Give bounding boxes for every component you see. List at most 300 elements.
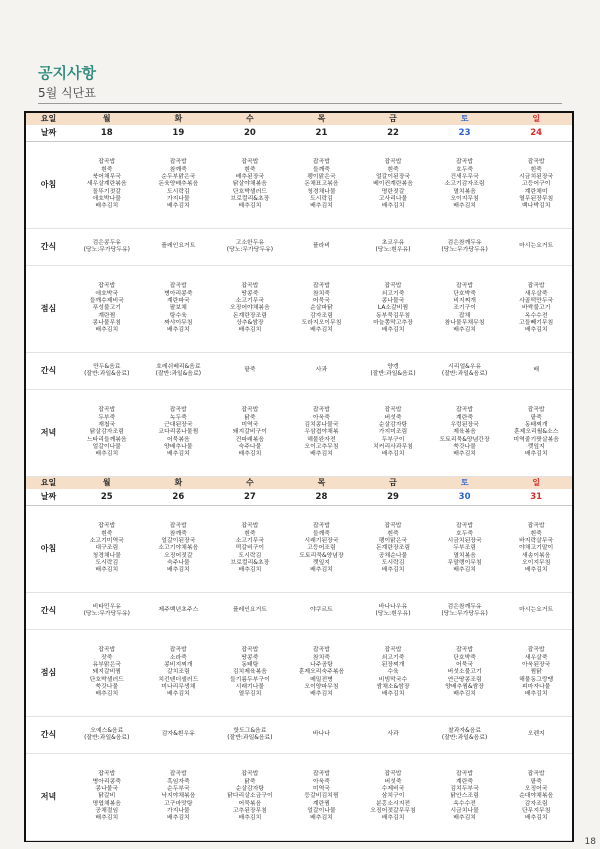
menu-item: 고등어구이	[521, 181, 551, 188]
menu-item: 배추김치	[524, 691, 548, 698]
date-label: 날짜	[26, 125, 71, 142]
menu-item: 잡곡밥	[527, 523, 545, 530]
menu-cell	[214, 266, 286, 353]
meal-row	[26, 754, 572, 841]
menu-item: 미나리무생채	[161, 683, 196, 690]
menu-item: 배추김치	[310, 327, 333, 334]
menu-item: 호두죽	[456, 530, 474, 537]
menu-item: 잡곡밥	[312, 523, 330, 530]
date-row	[26, 489, 572, 506]
menu-item: 수육	[387, 669, 399, 676]
menu-item: 배	[533, 367, 540, 374]
menu-item: 수제비국	[381, 786, 405, 793]
menu-item: 단호박죽	[453, 654, 476, 661]
menu-item: 아욱죽	[312, 414, 330, 421]
menu-item: 순두부국	[166, 786, 190, 793]
page-number: 18	[584, 837, 596, 847]
menu-item: 잡곡밥	[98, 407, 116, 414]
menu-cell	[143, 754, 215, 841]
date-cell: 21	[286, 125, 358, 142]
menu-cell	[500, 229, 572, 266]
menu-item: 건새우무국	[450, 174, 479, 181]
date-cell: 26	[143, 489, 215, 506]
page-title: 공지사항	[38, 64, 96, 82]
menu-cell	[71, 593, 143, 630]
menu-item: 팥죽	[530, 414, 542, 421]
menu-item: 초코우유	[381, 239, 405, 246]
menu-item: 훈제오리숙주볶음	[298, 669, 345, 676]
menu-item: 들깨수제비국	[89, 298, 124, 305]
menu-item: 잣죽	[101, 654, 113, 661]
menu-item: 옥수수전	[524, 312, 548, 319]
menu-item: 닭살감자조림	[89, 429, 124, 436]
menu-item: 잡곡밥	[456, 283, 474, 290]
menu-item: 비지찌개	[453, 298, 476, 305]
menu-item: 배추김치	[95, 203, 119, 210]
menu-cell	[429, 142, 501, 229]
menu-item: 푸성불고기	[92, 305, 121, 312]
menu-item: 갈치조림	[166, 669, 190, 676]
menu-cell	[286, 506, 358, 593]
menu-item: 김치콩나물국	[304, 422, 339, 429]
menu-cell	[71, 754, 143, 841]
menu-cell	[357, 754, 429, 841]
date-cell: 27	[214, 489, 286, 506]
menu-item: 찰과자&음료	[448, 727, 482, 734]
menu-item: 어묵볶음	[166, 436, 190, 443]
menu-item: 배추된장국	[235, 174, 265, 181]
menu-item: 검은콩두유	[92, 239, 121, 246]
menu-item: 오징어국	[524, 786, 548, 793]
menu-item: 미역국	[312, 786, 330, 793]
menu-item: 가지나물	[166, 807, 190, 814]
date-cell: 23	[429, 125, 501, 142]
menu-item: 근대된장국	[164, 422, 193, 429]
menu-item: 도시락김	[95, 559, 119, 566]
menu-cell	[286, 229, 358, 266]
menu-item: 배추김치	[310, 691, 333, 698]
menu-item: 배추김치	[238, 203, 262, 210]
menu-cell	[71, 142, 143, 229]
menu-item: 조기구이	[453, 305, 476, 312]
menu-item: 배추김치	[238, 815, 262, 822]
menu-item: 잡곡밥	[241, 283, 259, 290]
menu-cell	[71, 506, 143, 593]
meal-row	[26, 630, 572, 717]
menu-item: 녹두죽	[169, 414, 187, 421]
menu-item: 시래기나물	[235, 683, 265, 690]
menu-item: 잡곡밥	[312, 283, 330, 290]
menu-item: 흰죽	[530, 166, 542, 173]
date-cell: 30	[429, 489, 501, 506]
menu-item: 흰죽	[387, 530, 399, 537]
menu-item: 시금치된장국	[519, 174, 554, 181]
menu-item: 순두부맑은국	[161, 174, 196, 181]
menu-item: 도시락김	[238, 552, 262, 559]
menu-cell	[286, 717, 358, 754]
menu-item: 순대야채볶음	[519, 793, 554, 800]
menu-item: 얼갈이된장국	[161, 538, 196, 545]
menu-item: 단호박샐러드	[232, 188, 267, 195]
menu-item: 배추김치	[453, 451, 476, 458]
menu-cell	[429, 717, 501, 754]
menu-item: 참나물무채무침	[444, 319, 485, 326]
menu-item: 잡곡밥	[456, 647, 474, 654]
day-header-cell: 화	[143, 477, 215, 490]
menu-item: 미역줄기짯살볶음	[513, 436, 559, 443]
menu-item: 배추김치	[166, 203, 190, 210]
menu-item: 배추김치	[166, 327, 190, 334]
menu-item: 어묵국	[312, 298, 330, 305]
menu-cell	[214, 353, 286, 390]
date-cell: 19	[143, 125, 215, 142]
menu-item: 옥수수전	[453, 800, 476, 807]
menu-item: (당노:무가당두유)	[441, 247, 488, 253]
menu-item: 배추김치	[381, 451, 405, 458]
menu-item: 야쿠르트	[310, 607, 333, 614]
menu-item: 연근땅콩조림	[447, 676, 482, 683]
meal-label: 간식	[26, 229, 71, 266]
menu-item: 배추김치	[310, 815, 333, 822]
menu-item: 흰죽	[101, 166, 113, 173]
menu-item: 호두죽	[456, 166, 474, 173]
menu-item: 짜샤이무침	[164, 319, 193, 326]
menu-item: 깻잎지	[527, 443, 545, 450]
menu-item: 도시락김	[310, 195, 333, 202]
menu-item: 플라비	[312, 243, 330, 250]
menu-item: 소고기감자조림	[444, 181, 485, 188]
menu-item: 코다리콩나물찜	[158, 429, 199, 436]
menu-item: 배추김치	[166, 691, 190, 698]
menu-item: 소고기야채볶음	[158, 545, 199, 552]
menu-item: 잡곡밥	[456, 159, 474, 166]
menu-item: 배추김치	[453, 815, 476, 822]
menu-item: 버섯소불고기	[447, 669, 482, 676]
menu-item: 배추김치	[238, 567, 262, 574]
menu-item: 잡곡밥	[241, 771, 259, 778]
menu-item: 잡곡밥	[241, 159, 259, 166]
menu-item: 닭안스조림	[450, 793, 479, 800]
menu-item: 마시는요거트	[519, 243, 554, 250]
menu-item: 팥죽	[244, 367, 256, 374]
menu-item: 잡곡밥	[312, 771, 330, 778]
date-cell: 18	[71, 125, 143, 142]
menu-cell	[214, 593, 286, 630]
menu-item: 닭갈비	[98, 793, 116, 800]
menu-cell	[143, 717, 215, 754]
menu-item: 콩비지찌개	[164, 662, 193, 669]
menu-cell	[357, 142, 429, 229]
menu-cell	[143, 390, 215, 477]
menu-item: 시리얼&우유	[448, 363, 482, 370]
menu-item: 양갱	[387, 363, 399, 370]
day-header-cell: 화	[143, 113, 215, 125]
menu-item: 흰죽	[530, 530, 542, 537]
menu-item: 해물동그랑땡	[519, 676, 554, 683]
date-cell: 31	[500, 489, 572, 506]
menu-item: 양배추나물	[164, 443, 193, 450]
menu-item: 유부맑은국	[92, 662, 121, 669]
meal-label: 저녁	[26, 754, 71, 841]
meal-row	[26, 142, 572, 229]
menu-cell	[143, 593, 215, 630]
menu-cell	[500, 593, 572, 630]
menu-item: 얼갈이된장국	[375, 174, 411, 181]
menu-item: 오징어젓갈무무침	[370, 807, 416, 814]
menu-item: 잡곡밥	[241, 647, 259, 654]
menu-item: (당노:무가당두유)	[441, 611, 488, 617]
menu-item: 잡곡밥	[456, 523, 474, 530]
date-cell: 20	[214, 125, 286, 142]
menu-cell	[286, 390, 358, 477]
menu-item: 계란죽	[456, 414, 474, 421]
menu-item: 얼갈이나물	[92, 443, 121, 450]
menu-cell	[143, 266, 215, 353]
menu-item: (당노:무가당두유)	[226, 247, 274, 253]
day-header-cell: 목	[286, 113, 358, 125]
menu-item: 잡곡밥	[169, 283, 187, 290]
menu-item: (당노:무가당두유)	[83, 611, 130, 617]
menu-item: 순살감자탕	[378, 422, 408, 429]
menu-item: 새우살죽	[524, 654, 548, 661]
menu-item: 청경채나물	[307, 188, 336, 195]
menu-item: 애호박국	[95, 290, 119, 297]
menu-item: 제육볶음	[453, 429, 476, 436]
menu-item: 새우살계란볶음	[86, 181, 127, 188]
menu-cell	[71, 229, 143, 266]
menu-item: 사과	[387, 731, 399, 738]
menu-item: 팽이맑은국	[307, 174, 336, 181]
menu-cell	[143, 630, 215, 717]
menu-item: 대구조림	[95, 545, 119, 552]
menu-item: 어묵볶음	[238, 800, 262, 807]
menu-item: 도시락김	[381, 559, 405, 566]
menu-item: 낙지야채볶음	[161, 793, 196, 800]
menu-cell	[429, 506, 501, 593]
menu-cell	[429, 754, 501, 841]
menu-cell	[71, 390, 143, 477]
meal-label: 점심	[26, 266, 71, 353]
menu-item: 잡곡밥	[169, 523, 187, 530]
menu-item: 숙주나물	[238, 443, 262, 450]
day-header-label: 요일	[26, 113, 71, 125]
menu-item: 고추된장무침	[232, 807, 267, 814]
menu-cell	[143, 142, 215, 229]
meal-row	[26, 390, 572, 477]
menu-item: 땅콩죽	[241, 654, 259, 661]
menu-item: 흰죽	[244, 166, 256, 173]
menu-item: 흰죽	[387, 166, 399, 173]
menu-item: 소고기미역국	[89, 538, 124, 545]
meal-row	[26, 229, 572, 266]
menu-item: 배추김치	[95, 691, 119, 698]
menu-item: 애호박나물	[92, 195, 121, 202]
menu-cell	[71, 266, 143, 353]
meal-label: 간식	[26, 353, 71, 390]
menu-item: 숙주나물	[166, 559, 190, 566]
menu-item: 어묵국	[456, 662, 474, 669]
menu-cell	[357, 266, 429, 353]
menu-item: 멸치볶음	[453, 552, 476, 559]
menu-item: 시금치나물	[450, 807, 479, 814]
menu-item: 마시는요거트	[519, 607, 554, 614]
menu-item: 닭죽	[244, 414, 256, 421]
menu-cell	[357, 506, 429, 593]
menu-item: 동태찌개	[524, 422, 548, 429]
menu-item: 배추김치	[524, 567, 548, 574]
menu-item: 도토리묵&양념장	[299, 552, 344, 559]
menu-item: 브로컬리&초장	[230, 559, 270, 566]
meal-label: 아침	[26, 506, 71, 593]
menu-item: 배추김치	[381, 691, 405, 698]
menu-item: 들깨죽	[312, 530, 330, 537]
menu-item: 고들빼기무침	[519, 319, 554, 326]
day-header-cell: 목	[286, 477, 358, 490]
meal-label: 간식	[26, 593, 71, 630]
menu-item: 비타민우유	[92, 603, 121, 610]
menu-item: 배추김치	[310, 203, 333, 210]
menu-cell	[143, 353, 215, 390]
menu-item: 시금치된장국	[447, 538, 482, 545]
menu-item: (잘반:과일&음료)	[84, 371, 130, 377]
menu-cell	[286, 593, 358, 630]
menu-item: 단무지무침	[521, 807, 551, 814]
menu-item: 열무된장무침	[519, 195, 554, 202]
menu-item: 오이지무침	[521, 559, 551, 566]
menu-item: 닭살야채볶음	[232, 181, 267, 188]
menu-item: 백나박김치	[521, 203, 551, 210]
date-label: 날짜	[26, 489, 71, 506]
menu-item: 잡곡밥	[98, 647, 116, 654]
menu-item: 호레쉬베리&음료	[156, 363, 201, 370]
menu-item: 잡곡밥	[527, 407, 545, 414]
menu-item: 들깨죽	[312, 166, 330, 173]
menu-item: 배추김치	[524, 327, 548, 334]
menu-item: 소고기무국	[235, 298, 265, 305]
menu-item: 김치두부국	[450, 786, 479, 793]
day-header-cell: 수	[214, 477, 286, 490]
menu-item: 건파래볶음	[235, 436, 265, 443]
menu-item: 병아리콩죽	[164, 290, 193, 297]
menu-item: 가지나물	[166, 195, 190, 202]
menu-item: LA소갈비찜	[377, 305, 409, 312]
meal-row	[26, 593, 572, 630]
menu-cell	[357, 630, 429, 717]
menu-item: 고등어조림	[307, 545, 336, 552]
menu-cell	[286, 142, 358, 229]
menu-cell	[357, 353, 429, 390]
menu-item: 배추김치	[524, 451, 548, 458]
menu-item: 잡곡밥	[169, 771, 187, 778]
menu-item: 잡곡밥	[527, 159, 545, 166]
menu-item: 마늘쫑막고추장	[373, 319, 413, 326]
menu-item: 땅콩죽	[241, 290, 259, 297]
meal-row	[26, 717, 572, 754]
menu-item: 배추김치	[381, 567, 405, 574]
menu-item: 우삼겹야채볶	[304, 429, 339, 436]
menu-item: 야채고기말이	[519, 545, 554, 552]
menu-item: 잡채	[458, 312, 471, 319]
menu-item: 참치죽	[312, 290, 330, 297]
menu-item: 핫도그&음료	[233, 727, 267, 734]
menu-item: 흑임자죽	[166, 778, 190, 785]
menu-item: 배추김치	[166, 451, 190, 458]
menu-item: 계란찜	[98, 312, 116, 319]
menu-cell	[71, 717, 143, 754]
menu-cell	[71, 353, 143, 390]
date-row	[26, 125, 572, 142]
meal-row	[26, 353, 572, 390]
menu-cell	[357, 593, 429, 630]
menu-item: 돈계란장조림	[232, 312, 267, 319]
menu-item: 흰죽	[244, 530, 256, 537]
menu-item: 열무김치	[238, 691, 262, 698]
menu-item: 버섯죽	[384, 778, 402, 785]
menu-cell	[214, 754, 286, 841]
menu-item: 플레인요거트	[232, 607, 267, 614]
menu-cell	[500, 630, 572, 717]
menu-item: 도토리묵&양념간장	[439, 436, 490, 443]
menu-item: 잡곡밥	[169, 407, 187, 414]
menu-item: 잡곡밥	[384, 159, 402, 166]
menu-item: 치킨텐더샐러드	[158, 676, 199, 683]
menu-item: 팽이맑은국	[378, 538, 408, 545]
menu-cell	[214, 229, 286, 266]
menu-item: 오예스&음료	[90, 727, 124, 734]
menu-cell	[429, 630, 501, 717]
menu-item: 계란채미	[524, 188, 548, 195]
menu-item: 잡곡밥	[241, 523, 259, 530]
menu-item: 해물완자전	[307, 436, 336, 443]
menu-item: 두부죽	[98, 414, 116, 421]
menu-cell	[429, 229, 501, 266]
menu-item: (잘반:과일&음료)	[370, 371, 416, 377]
divider	[38, 103, 562, 104]
menu-item: 김치제육볶음	[232, 669, 267, 676]
day-header-cell: 금	[357, 113, 429, 125]
menu-item: 참치죽	[312, 654, 330, 661]
menu-item: 새송이볶음	[521, 552, 551, 559]
menu-cell	[500, 717, 572, 754]
menu-item: 닭다리살소금구이	[227, 793, 273, 800]
menu-cell	[143, 229, 215, 266]
menu-item: 플레인요거트	[161, 243, 196, 250]
menu-item: 배추김치	[95, 815, 119, 822]
meal-label: 아침	[26, 142, 71, 229]
menu-item: 배추김치	[381, 815, 405, 822]
menu-item: 배추김치	[310, 567, 333, 574]
menu-item: 만두&음료	[93, 363, 121, 370]
menu-item: 계란파국	[166, 298, 190, 305]
menu-item: 잡곡밥	[384, 283, 402, 290]
menu-item: 잡곡밥	[456, 771, 474, 778]
menu-cell	[500, 353, 572, 390]
menu-item: 순살감자탕	[235, 786, 265, 793]
menu-cell	[286, 266, 358, 353]
menu-item: 콩나물국	[95, 786, 119, 793]
menu-item: 베이컨계란볶음	[373, 181, 413, 188]
menu-item: 분홍소시지전	[375, 800, 411, 807]
menu-item: 쑥갓나물	[95, 683, 119, 690]
menu-item: 사골떡만두국	[519, 298, 554, 305]
meal-row	[26, 266, 572, 353]
menu-item: 명엽채볶음	[92, 800, 121, 807]
menu-item: 단호박샐러드	[89, 676, 124, 683]
menu-item: 감자조림	[310, 312, 333, 319]
menu-item: (잘반:과일&음료)	[441, 371, 488, 377]
menu-item: 청경채나물	[92, 552, 121, 559]
menu-cell	[214, 390, 286, 477]
